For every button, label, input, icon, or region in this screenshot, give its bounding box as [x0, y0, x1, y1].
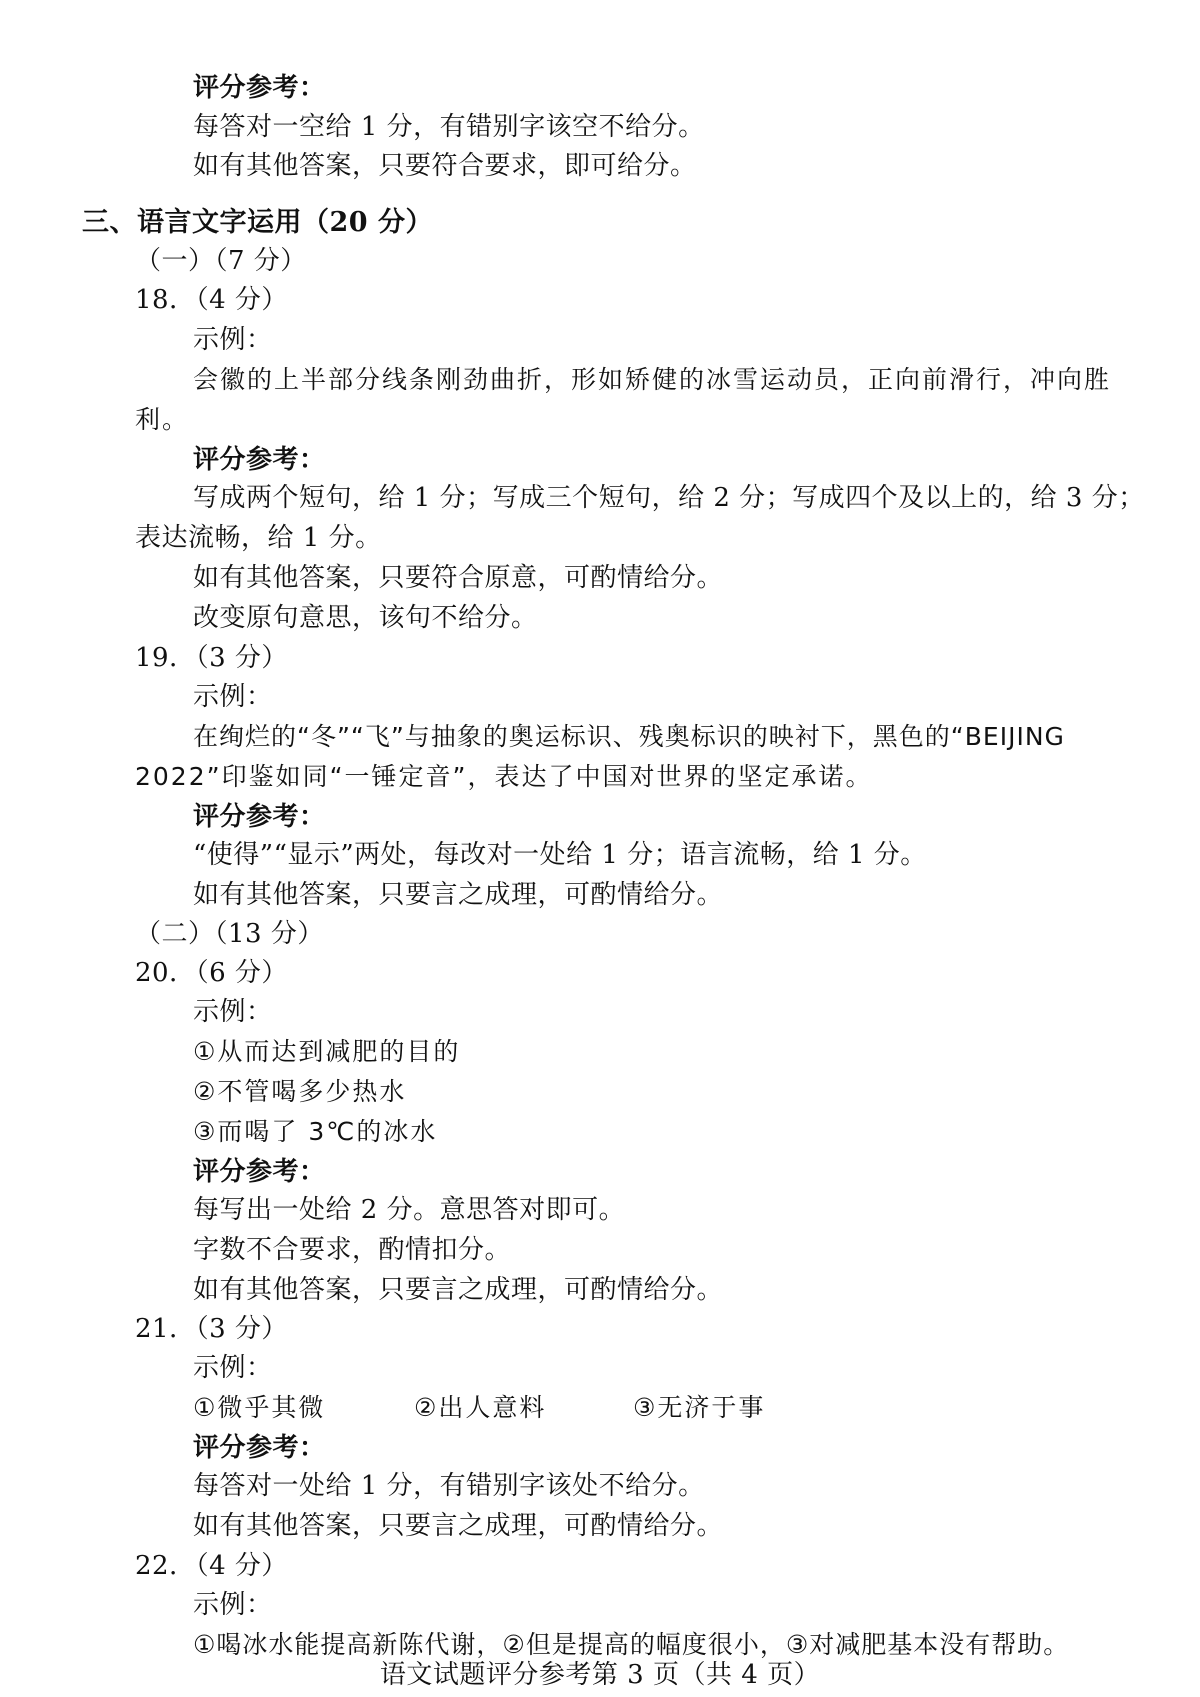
scoring-text: 改变原句意思，该句不给分。: [193, 603, 538, 633]
answer-text: 利。: [135, 405, 190, 434]
answer-item: ②出人意料: [414, 1393, 547, 1422]
question-number: 19．（3 分）: [135, 643, 288, 673]
part-heading: （一）（7 分）: [135, 246, 307, 276]
answer-item: ①从而达到减肥的目的: [193, 1037, 461, 1066]
scoring-text: 如有其他答案，只要符合原意，可酌情给分。: [193, 563, 724, 593]
scoring-text: “使得”“显示”两处，每改对一处给 1 分；语言流畅，给 1 分。: [193, 840, 927, 870]
answer-text: 会徽的上半部分线条刚劲曲折，形如矫健的冰雪运动员，正向前滑行，冲向胜: [193, 365, 1112, 394]
scoring-label: 评分参考：: [193, 1157, 326, 1187]
scoring-text: 每答对一处给 1 分，有错别字该处不给分。: [193, 1471, 705, 1501]
scoring-text: 如有其他答案，只要言之成理，可酌情给分。: [193, 1275, 724, 1305]
example-label: 示例：: [193, 325, 273, 355]
answer-item: ②不管喝多少热水: [193, 1077, 407, 1106]
scoring-text: 表达流畅，给 1 分。: [135, 523, 382, 553]
scoring-label: 评分参考：: [193, 802, 326, 832]
example-label: 示例：: [193, 997, 273, 1027]
example-label: 示例：: [193, 682, 273, 712]
answer-text: 在绚烂的“冬”“飞”与抽象的奥运标识、残奥标识的映衬下，黑色的“BEIJING: [193, 722, 1065, 751]
question-number: 18．（4 分）: [135, 285, 288, 315]
scoring-text: 每答对一空给 1 分，有错别字该空不给分。: [193, 112, 705, 142]
example-label: 示例：: [193, 1353, 273, 1383]
scoring-label: 评分参考：: [193, 73, 326, 103]
answer-item: ①微乎其微: [193, 1393, 326, 1422]
answer-text: ①喝冰水能提高新陈代谢，②但是提高的幅度很小，③对减肥基本没有帮助。: [193, 1630, 1070, 1659]
page-footer: 语文试题评分参考第 3 页（共 4 页）: [379, 1660, 821, 1690]
answer-item: ③无济于事: [633, 1393, 766, 1422]
question-number: 21．（3 分）: [135, 1314, 288, 1344]
scoring-text: 如有其他答案，只要言之成理，可酌情给分。: [193, 880, 724, 910]
example-label: 示例：: [193, 1590, 273, 1620]
scoring-label: 评分参考：: [193, 1433, 326, 1463]
section-title: 三、语言文字运用（20 分）: [82, 207, 433, 238]
scoring-text: 写成两个短句，给 1 分；写成三个短句，给 2 分；写成四个及以上的，给 3 分；: [193, 483, 1145, 513]
answer-text: 2022”印鉴如同“一锤定音”，表达了中国对世界的坚定承诺。: [135, 762, 873, 791]
scoring-text: 如有其他答案，只要言之成理，可酌情给分。: [193, 1511, 724, 1541]
part-heading: （二）（13 分）: [135, 919, 324, 949]
scoring-label: 评分参考：: [193, 445, 326, 475]
scoring-text: 字数不合要求，酌情扣分。: [193, 1235, 512, 1265]
scoring-text: 如有其他答案，只要符合要求，即可给分。: [193, 151, 697, 181]
answer-item: ③而喝了 3℃的冰水: [193, 1117, 438, 1146]
scoring-text: 每写出一处给 2 分。意思答对即可。: [193, 1195, 626, 1225]
question-number: 20．（6 分）: [135, 958, 288, 988]
question-number: 22．（4 分）: [135, 1551, 288, 1581]
